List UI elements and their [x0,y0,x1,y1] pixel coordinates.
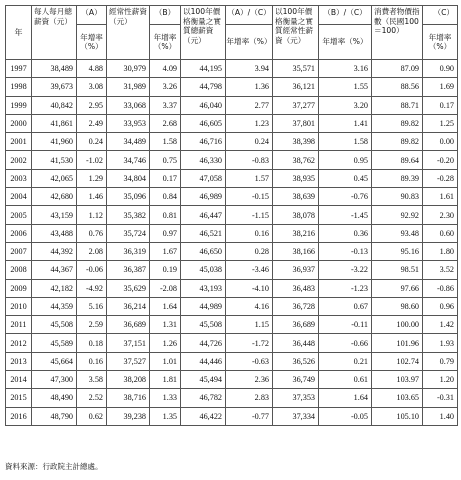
regular-wage-cell: 36,387 [107,261,150,279]
year-cell: 2015 [6,389,32,407]
total-wage-cell: 40,842 [32,96,77,114]
year-cell: 2001 [6,133,32,151]
table-row [6,151,458,169]
table-row [6,242,458,260]
total-wage-cell: 41,861 [32,114,77,132]
cpi-cell: 89.82 [372,114,423,132]
total-wage-growth-cell: 5.16 [77,297,107,315]
real-total-wage-growth-cell: -1.72 [226,334,273,352]
real-regular-wage-cell: 38,639 [273,188,319,206]
regular-wage-growth-cell: -2.08 [150,279,181,297]
real-regular-wage-cell: 38,216 [273,224,319,242]
year-cell: 1998 [6,78,32,96]
real-regular-wage-cell: 38,398 [273,133,319,151]
total-wage-cell: 48,790 [32,407,77,425]
real-total-wage-growth-cell: 2.83 [226,389,273,407]
real-total-wage-cell: 46,650 [181,242,226,260]
total-wage-cell: 45,664 [32,352,77,370]
regular-wage-cell: 35,724 [107,224,150,242]
real-regular-wage-cell: 38,078 [273,206,319,224]
cpi-cell: 92.92 [372,206,423,224]
real-total-wage-cell: 44,195 [181,60,226,78]
cpi-growth-cell: 2.30 [423,206,458,224]
total-wage-growth-cell: 0.62 [77,407,107,425]
year-cell: 2007 [6,242,32,260]
cpi-growth-cell: 0.17 [423,96,458,114]
real-total-wage-cell: 44,726 [181,334,226,352]
cpi-cell: 98.51 [372,261,423,279]
real-regular-wage-header: 以100年價格衡量之實質經常性薪資（元） [273,6,319,60]
cpi-cell: 103.97 [372,371,423,389]
regular-wage-growth-cell: 2.68 [150,114,181,132]
real-total-wage-cell: 44,798 [181,78,226,96]
real-regular-wage-growth-cell: 1.58 [319,133,372,151]
regular-wage-cell: 36,319 [107,242,150,260]
cpi-growth-cell: 1.42 [423,316,458,334]
real-total-wage-cell: 43,193 [181,279,226,297]
real-total-wage-cell: 44,446 [181,352,226,370]
real-regular-wage-growth-cell: -0.66 [319,334,372,352]
cpi-cell: 103.65 [372,389,423,407]
cpi-growth-cell: 1.25 [423,114,458,132]
real-total-wage-cell: 46,521 [181,224,226,242]
table-row [6,316,458,334]
growth-header-bc: 年增率（%） [319,25,372,60]
regular-wage-growth-cell: 3.26 [150,78,181,96]
cpi-growth-cell: 1.80 [423,242,458,260]
real-total-wage-growth-cell: 1.57 [226,169,273,187]
cpi-cell: 93.48 [372,224,423,242]
table-row [6,169,458,187]
real-total-wage-growth-cell: 1.36 [226,78,273,96]
year-header: 年 [6,6,32,60]
real-regular-wage-cell: 36,526 [273,352,319,370]
total-wage-growth-cell: 0.24 [77,133,107,151]
year-cell: 2000 [6,114,32,132]
cpi-growth-cell: 1.40 [423,407,458,425]
total-wage-growth-cell: 2.49 [77,114,107,132]
total-wage-growth-cell: 2.59 [77,316,107,334]
year-cell: 2005 [6,206,32,224]
regular-wage-cell: 36,214 [107,297,150,315]
cpi-cell: 95.16 [372,242,423,260]
real-total-wage-growth-cell: 4.16 [226,297,273,315]
total-wage-cell: 43,488 [32,224,77,242]
col-b-tag: （B） [150,6,181,25]
regular-wage-cell: 34,804 [107,169,150,187]
year-cell: 2002 [6,151,32,169]
regular-wage-growth-cell: 0.19 [150,261,181,279]
year-cell: 2009 [6,279,32,297]
year-cell: 2013 [6,352,32,370]
total-wage-growth-cell: -0.06 [77,261,107,279]
cpi-cell: 101.96 [372,334,423,352]
year-cell: 2016 [6,407,32,425]
total-wage-growth-cell: 3.08 [77,78,107,96]
regular-wage-growth-cell: 1.58 [150,133,181,151]
real-regular-wage-growth-cell: 0.67 [319,297,372,315]
real-regular-wage-cell: 36,448 [273,334,319,352]
table-row [6,96,458,114]
real-total-wage-growth-cell: 2.77 [226,96,273,114]
total-wage-cell: 45,589 [32,334,77,352]
real-total-wage-cell: 46,716 [181,133,226,151]
regular-wage-header: 經常性薪資（元） [107,6,150,60]
cpi-growth-cell: 0.96 [423,297,458,315]
real-regular-wage-growth-cell: -3.22 [319,261,372,279]
real-total-wage-cell: 44,989 [181,297,226,315]
total-wage-growth-cell: 1.12 [77,206,107,224]
year-cell: 1999 [6,96,32,114]
table-row [6,407,458,425]
real-regular-wage-cell: 37,353 [273,389,319,407]
real-regular-wage-cell: 37,801 [273,114,319,132]
real-regular-wage-growth-cell: 0.45 [319,169,372,187]
total-wage-cell: 39,673 [32,78,77,96]
cpi-growth-cell: -0.28 [423,169,458,187]
table-row [6,224,458,242]
total-wage-cell: 43,159 [32,206,77,224]
cpi-growth-cell: 1.93 [423,334,458,352]
regular-wage-cell: 35,382 [107,206,150,224]
regular-wage-growth-cell: 0.84 [150,188,181,206]
real-regular-wage-cell: 38,166 [273,242,319,260]
total-wage-cell: 44,359 [32,297,77,315]
real-total-wage-cell: 47,058 [181,169,226,187]
cpi-growth-cell: 1.61 [423,188,458,206]
real-total-wage-header: 以100年價格衡量之實質總薪資（元） [181,6,226,60]
real-total-wage-growth-cell: 0.28 [226,242,273,260]
col-bc-tag: （B）/（C） [319,6,372,25]
growth-header-ac: 年增率（%） [226,25,273,60]
regular-wage-cell: 34,746 [107,151,150,169]
real-regular-wage-cell: 36,749 [273,371,319,389]
total-wage-growth-cell: 2.95 [77,96,107,114]
cpi-cell: 89.39 [372,169,423,187]
total-wage-growth-cell: 3.58 [77,371,107,389]
real-total-wage-growth-cell: -0.77 [226,407,273,425]
real-regular-wage-cell: 38,935 [273,169,319,187]
year-cell: 2014 [6,371,32,389]
real-regular-wage-cell: 36,689 [273,316,319,334]
real-regular-wage-growth-cell: -0.13 [319,242,372,260]
total-wage-growth-cell: 4.88 [77,60,107,78]
real-total-wage-growth-cell: -0.83 [226,151,273,169]
growth-header-b: 年增率（%） [150,25,181,60]
total-wage-cell: 42,065 [32,169,77,187]
real-regular-wage-growth-cell: 0.36 [319,224,372,242]
regular-wage-cell: 37,151 [107,334,150,352]
real-total-wage-growth-cell: 1.23 [226,114,273,132]
col-ac-tag: （A）/（C） [226,6,273,25]
real-total-wage-cell: 46,330 [181,151,226,169]
regular-wage-cell: 31,989 [107,78,150,96]
regular-wage-growth-cell: 0.81 [150,206,181,224]
table-row [6,371,458,389]
regular-wage-growth-cell: 1.64 [150,297,181,315]
table-row [6,389,458,407]
real-regular-wage-cell: 36,483 [273,279,319,297]
real-total-wage-cell: 45,494 [181,371,226,389]
cpi-cell: 88.56 [372,78,423,96]
regular-wage-growth-cell: 1.81 [150,371,181,389]
total-wage-growth-cell: 2.08 [77,242,107,260]
table-row [6,78,458,96]
real-total-wage-cell: 46,782 [181,389,226,407]
real-total-wage-growth-cell: -0.63 [226,352,273,370]
real-total-wage-cell: 46,989 [181,188,226,206]
total-wage-growth-cell: 0.18 [77,334,107,352]
total-wage-growth-cell: 1.29 [77,169,107,187]
regular-wage-cell: 39,238 [107,407,150,425]
source-note: 資料來源：行政院主計總處。 [5,462,103,471]
cpi-cell: 87.09 [372,60,423,78]
cpi-growth-cell: -0.31 [423,389,458,407]
cpi-cell: 89.82 [372,133,423,151]
regular-wage-cell: 34,489 [107,133,150,151]
table-row [6,334,458,352]
cpi-cell: 89.64 [372,151,423,169]
total-wage-cell: 41,530 [32,151,77,169]
real-regular-wage-cell: 36,121 [273,78,319,96]
col-c-tag: （C） [423,6,458,25]
real-regular-wage-cell: 36,728 [273,297,319,315]
regular-wage-cell: 33,953 [107,114,150,132]
wage-statistics-table [5,5,458,426]
year-cell: 2012 [6,334,32,352]
regular-wage-cell: 38,208 [107,371,150,389]
table-row [6,206,458,224]
real-regular-wage-cell: 38,762 [273,151,319,169]
regular-wage-cell: 37,527 [107,352,150,370]
total-wage-cell: 44,392 [32,242,77,260]
growth-header-a: 年增率（%） [77,25,107,60]
real-total-wage-growth-cell: 0.24 [226,133,273,151]
total-wage-cell: 45,508 [32,316,77,334]
real-total-wage-cell: 46,040 [181,96,226,114]
total-wage-cell: 42,182 [32,279,77,297]
header-row-top [6,6,458,25]
growth-header-c: 年增率（%） [423,25,458,60]
real-regular-wage-growth-cell: 0.95 [319,151,372,169]
cpi-growth-cell: -0.20 [423,151,458,169]
col-a-tag: （A） [77,6,107,25]
regular-wage-cell: 36,689 [107,316,150,334]
real-total-wage-growth-cell: -0.15 [226,188,273,206]
total-wage-growth-cell: -4.92 [77,279,107,297]
regular-wage-cell: 33,068 [107,96,150,114]
real-total-wage-growth-cell: 3.94 [226,60,273,78]
real-total-wage-cell: 45,038 [181,261,226,279]
total-wage-growth-cell: -1.02 [77,151,107,169]
regular-wage-growth-cell: 0.75 [150,151,181,169]
regular-wage-growth-cell: 1.67 [150,242,181,260]
regular-wage-growth-cell: 1.35 [150,407,181,425]
table-row [6,297,458,315]
regular-wage-growth-cell: 0.17 [150,169,181,187]
year-cell: 1997 [6,60,32,78]
real-regular-wage-growth-cell: -1.23 [319,279,372,297]
cpi-growth-cell: 0.00 [423,133,458,151]
cpi-growth-cell: 1.20 [423,371,458,389]
real-regular-wage-growth-cell: 0.21 [319,352,372,370]
real-regular-wage-cell: 37,334 [273,407,319,425]
regular-wage-cell: 35,629 [107,279,150,297]
cpi-cell: 90.83 [372,188,423,206]
total-wage-growth-cell: 0.16 [77,352,107,370]
regular-wage-growth-cell: 4.09 [150,60,181,78]
cpi-header: 消費者物價指數（民國100＝100） [372,6,423,60]
regular-wage-cell: 35,096 [107,188,150,206]
year-cell: 2008 [6,261,32,279]
real-regular-wage-growth-cell: 3.16 [319,60,372,78]
real-total-wage-cell: 46,605 [181,114,226,132]
table-body [6,60,458,426]
real-total-wage-cell: 46,422 [181,407,226,425]
total-wage-cell: 44,367 [32,261,77,279]
regular-wage-cell: 38,716 [107,389,150,407]
cpi-growth-cell: 0.60 [423,224,458,242]
year-cell: 2010 [6,297,32,315]
cpi-cell: 98.60 [372,297,423,315]
table-row [6,279,458,297]
year-cell: 2003 [6,169,32,187]
real-regular-wage-growth-cell: -0.11 [319,316,372,334]
regular-wage-growth-cell: 1.26 [150,334,181,352]
cpi-growth-cell: 1.69 [423,78,458,96]
real-total-wage-cell: 45,508 [181,316,226,334]
cpi-cell: 102.74 [372,352,423,370]
real-total-wage-growth-cell: -3.46 [226,261,273,279]
cpi-cell: 88.71 [372,96,423,114]
real-total-wage-growth-cell: 0.16 [226,224,273,242]
real-regular-wage-cell: 36,937 [273,261,319,279]
year-cell: 2004 [6,188,32,206]
regular-wage-growth-cell: 1.01 [150,352,181,370]
real-regular-wage-cell: 37,277 [273,96,319,114]
total-wage-cell: 47,300 [32,371,77,389]
real-total-wage-growth-cell: 1.15 [226,316,273,334]
year-cell: 2006 [6,224,32,242]
table-row [6,60,458,78]
real-total-wage-growth-cell: 2.36 [226,371,273,389]
real-regular-wage-growth-cell: 1.55 [319,78,372,96]
table-row [6,188,458,206]
real-regular-wage-growth-cell: -0.76 [319,188,372,206]
real-regular-wage-growth-cell: 3.20 [319,96,372,114]
regular-wage-growth-cell: 1.31 [150,316,181,334]
real-total-wage-growth-cell: -4.10 [226,279,273,297]
cpi-growth-cell: 0.90 [423,60,458,78]
total-wage-cell: 41,960 [32,133,77,151]
cpi-growth-cell: -0.86 [423,279,458,297]
table-row [6,114,458,132]
table-row [6,133,458,151]
total-wage-cell: 48,490 [32,389,77,407]
regular-wage-cell: 30,979 [107,60,150,78]
regular-wage-growth-cell: 3.37 [150,96,181,114]
real-regular-wage-growth-cell: 1.41 [319,114,372,132]
real-regular-wage-growth-cell: 0.61 [319,371,372,389]
table-row [6,352,458,370]
real-total-wage-cell: 46,447 [181,206,226,224]
table-row [6,261,458,279]
real-regular-wage-growth-cell: -0.05 [319,407,372,425]
real-regular-wage-cell: 35,571 [273,60,319,78]
real-total-wage-growth-cell: -1.15 [226,206,273,224]
regular-wage-growth-cell: 0.97 [150,224,181,242]
table-header [6,6,458,60]
regular-wage-growth-cell: 1.33 [150,389,181,407]
cpi-cell: 97.66 [372,279,423,297]
total-wage-growth-cell: 0.76 [77,224,107,242]
cpi-growth-cell: 0.79 [423,352,458,370]
total-wage-cell: 42,680 [32,188,77,206]
total-wage-cell: 38,489 [32,60,77,78]
real-regular-wage-growth-cell: -1.45 [319,206,372,224]
total-wage-growth-cell: 1.46 [77,188,107,206]
cpi-cell: 100.00 [372,316,423,334]
year-cell: 2011 [6,316,32,334]
cpi-cell: 105.10 [372,407,423,425]
total-wage-growth-cell: 2.52 [77,389,107,407]
real-regular-wage-growth-cell: 1.64 [319,389,372,407]
total-wage-header: 每人每月總薪資（元） [32,6,77,60]
cpi-growth-cell: 3.52 [423,261,458,279]
